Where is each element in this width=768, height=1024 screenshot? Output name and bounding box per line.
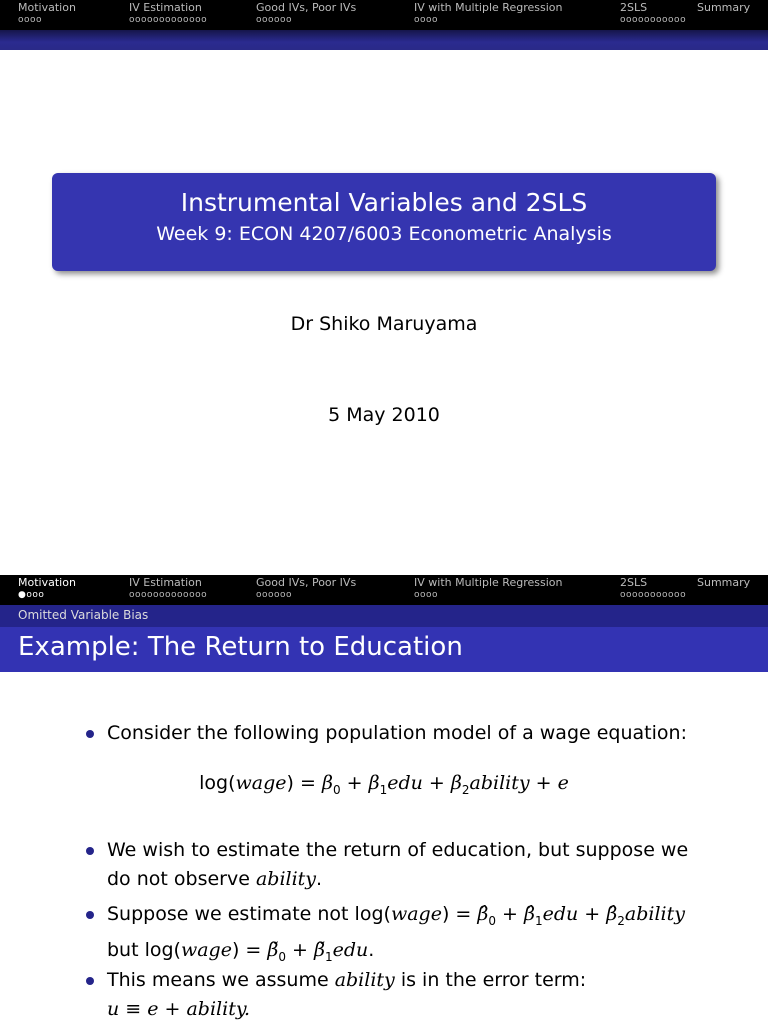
- nav-good-ivs[interactable]: Good IVs, Poor IVs: [256, 576, 357, 589]
- nav-dots[interactable]: ooooooooooo: [620, 590, 687, 600]
- nav-motivation[interactable]: Motivation: [18, 576, 76, 589]
- nav-good-ivs[interactable]: Good IVs, Poor IVs: [256, 1, 357, 14]
- bullet-icon: [86, 977, 94, 985]
- date: 5 May 2010: [328, 404, 440, 426]
- bullet-icon: [86, 847, 94, 855]
- nav-summary[interactable]: Summary: [697, 1, 751, 14]
- nav-dots[interactable]: oooooo: [256, 15, 293, 25]
- nav-2sls[interactable]: 2SLS: [620, 576, 648, 589]
- nav-dots[interactable]: oooo: [414, 590, 439, 600]
- nav-iv-multiple[interactable]: IV with Multiple Regression: [414, 576, 563, 589]
- nav-dots[interactable]: ●ooo: [18, 590, 45, 600]
- nav-dots[interactable]: ooooooooooooo: [129, 590, 208, 600]
- wage-equation: log(wage) = $\beta_0 + \beta_1edu$ + $\beta_2ability + e$: [199, 772, 569, 797]
- nav-dots[interactable]: oooooo: [256, 590, 293, 600]
- nav-2sls[interactable]: 2SLS: [620, 1, 648, 14]
- bullet-1: Consider the following population model of a wage equation:: [86, 719, 746, 748]
- nav-bar-slide2: [0, 575, 768, 605]
- presentation-subtitle: Week 9: ECON 4207/6003 Econometric Analysis: [156, 223, 612, 245]
- presentation-title: Instrumental Variables and 2SLS: [180, 188, 588, 217]
- frame-title: Example: The Return to Education: [0, 627, 768, 672]
- bullet-3: Suppose we estimate not log(wage) = $\betâ_0$ + $\betâ_1edu$ + $\betâ_2ability$ but log(wage) = $\betã_0$ + $\betã_1edu$.: [86, 900, 746, 972]
- nav-bar-slide1: [0, 0, 768, 30]
- nav-dots[interactable]: oooo: [18, 15, 43, 25]
- header-bar: [0, 30, 768, 50]
- bullet-4: This means we assume ability is in the error term: u ≡ e + ability.: [86, 966, 746, 1024]
- title-box: [52, 173, 716, 271]
- nav-iv-multiple[interactable]: IV with Multiple Regression: [414, 1, 563, 14]
- nav-dots[interactable]: ooooooooooo: [620, 15, 687, 25]
- nav-dots[interactable]: oooo: [414, 15, 439, 25]
- nav-iv-estimation[interactable]: IV Estimation: [129, 576, 202, 589]
- bullet-2: We wish to estimate the return of education, but suppose we do not observe ability.: [86, 836, 746, 894]
- nav-dots[interactable]: ooooooooooooo: [129, 15, 208, 25]
- nav-summary[interactable]: Summary: [697, 576, 751, 589]
- bullet-icon: [86, 911, 94, 919]
- nav-iv-estimation[interactable]: IV Estimation: [129, 1, 202, 14]
- author: Dr Shiko Maruyama: [290, 313, 478, 335]
- nav-motivation[interactable]: Motivation: [18, 1, 76, 14]
- bullet-icon: [86, 730, 94, 738]
- subsection-title: Omitted Variable Bias: [0, 605, 768, 627]
